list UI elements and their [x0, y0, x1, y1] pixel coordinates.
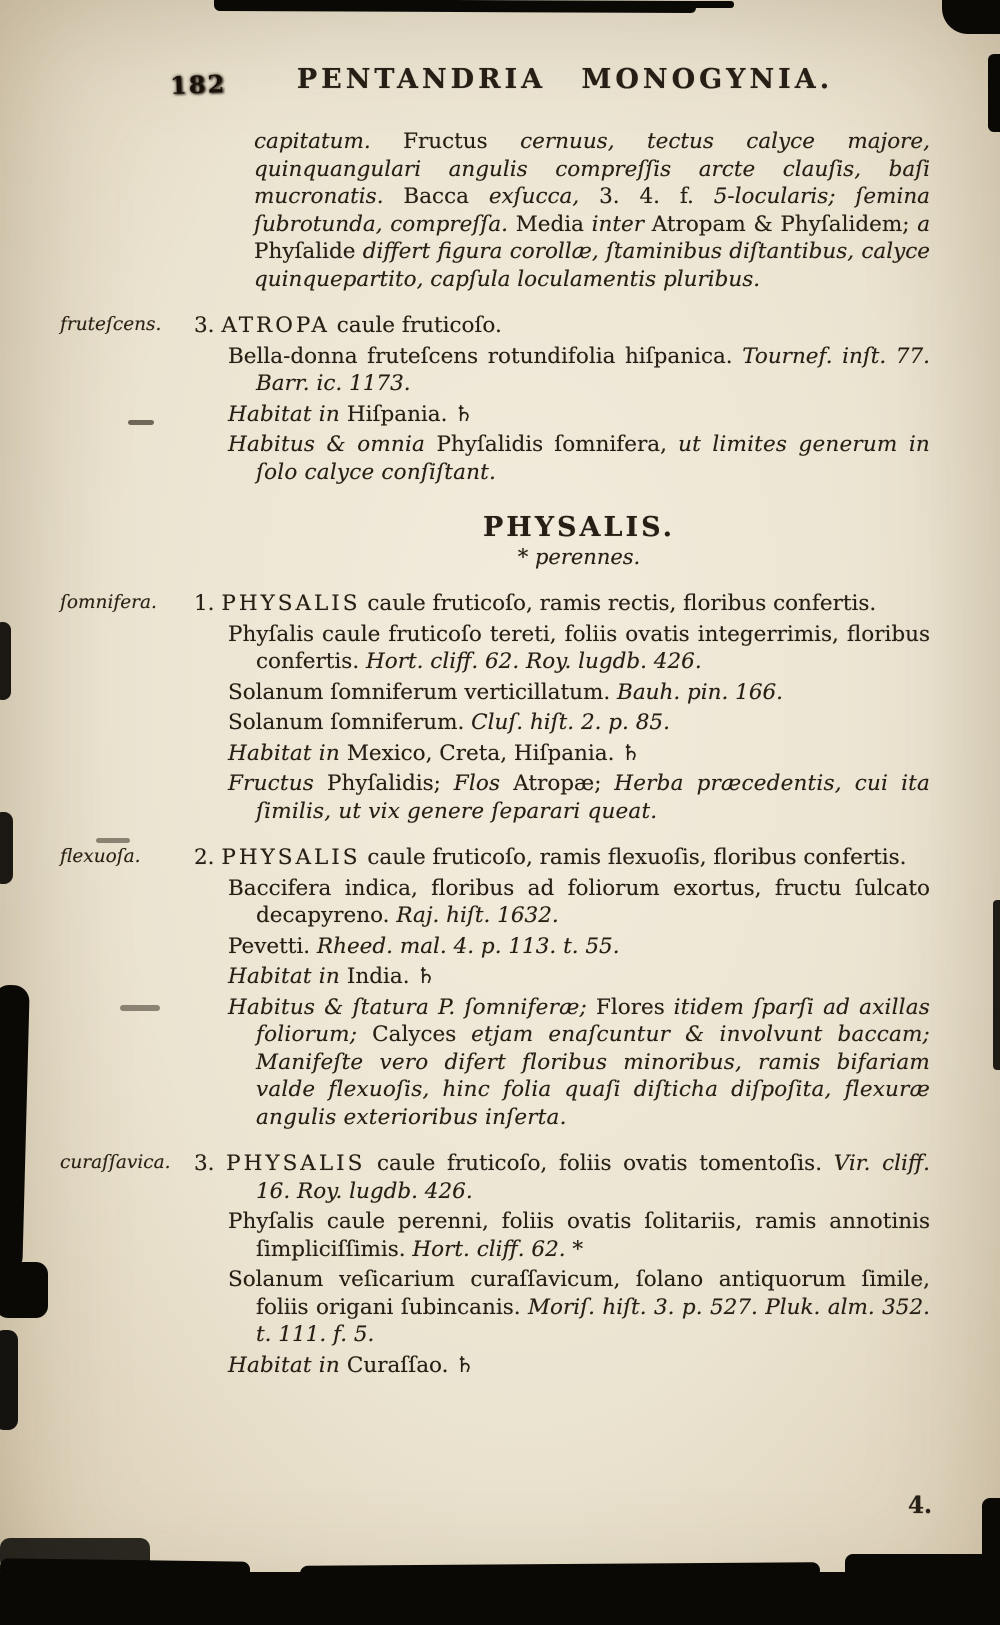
text-block-obs [228, 770, 930, 825]
species-diagnosis [194, 312, 930, 340]
text-segment: * [565, 1236, 584, 1262]
text-segment: Hort. cliff. 62. [412, 1236, 566, 1262]
text-segment: Herba præcedentis, cui ita ſimilis, ut vix genere ſeparari queat. [256, 771, 930, 824]
text-block-entry [60, 1150, 930, 1205]
text-segment: Raj. hiſt. 1632. [396, 903, 559, 928]
text-segment: Habitat in [228, 1352, 347, 1378]
synonym-line [228, 679, 930, 707]
ink-corner-top-right [942, 0, 1000, 34]
text-segment: Atropæ; [513, 771, 615, 796]
ink-blot-left-large [0, 985, 30, 1274]
section-label [228, 544, 930, 572]
ink-blot-left-2 [0, 812, 13, 884]
species-diagnosis [194, 844, 930, 872]
text-segment: 5-locularis; ſemina ſubrotunda, compreſſa. [254, 184, 930, 237]
running-head [0, 64, 1000, 104]
ink-strip-right [988, 54, 1000, 132]
text-segment: a [917, 211, 931, 237]
running-title: PENTANDRIA MONOGYNIA. [296, 64, 834, 95]
ink-blot-left-3 [0, 1262, 48, 1318]
ink-bar-top [214, 0, 696, 13]
text-segment: Solanum ſomniferum verticillatum. [228, 679, 618, 705]
text-segment: Habitat in [228, 964, 347, 989]
page-number: 182 [169, 69, 227, 100]
text-segment: 3. [194, 1151, 227, 1176]
text-segment: Phyſalis caule fruticoſo tereti, foliis ovatis integerrimis, floribus confertis. [228, 621, 930, 674]
text-segment: caule fruticoſo, ramis flexuoſis, floribus confertis. [360, 845, 907, 870]
synonym-line [228, 933, 930, 961]
genus-name: PHYSALIS [221, 845, 361, 870]
text-block-syn [228, 343, 930, 398]
text-segment: Atropam & Phyſalidem; [651, 211, 918, 237]
text-segment: Solanum ſomniferum. [228, 710, 472, 735]
scan-speck [128, 420, 154, 425]
margin-species-epithet: ſomnifera. [60, 592, 157, 613]
text-segment: capitatum. [254, 129, 404, 154]
text-segment: Vir. cliff. 16. Roy. lugdb. 426. [256, 1151, 930, 1204]
text-segment: Rheed. mal. 4. p. 113. t. 55. [316, 933, 620, 959]
text-segment: perennes. [534, 544, 641, 569]
text-block-syn [228, 1266, 930, 1349]
synonym-line [228, 709, 930, 737]
genus-name: PHYSALIS [221, 591, 361, 616]
text-segment: Curaſſao. ♄ [346, 1352, 475, 1378]
text-segment: Bauh. pin. 166. [617, 679, 784, 705]
text-block-obs [228, 431, 930, 486]
margin-species-epithet: flexuoſa. [60, 846, 141, 867]
signature-mark: 4. [908, 1492, 933, 1519]
text-segment: Bacca [403, 184, 489, 209]
text-block-hab [228, 1352, 930, 1380]
text-segment: itidem ſparſi ad axillas foliorum; [256, 994, 930, 1047]
genus-name: ATROPA [221, 313, 330, 338]
genus-name: PHYSALIS [226, 1151, 366, 1176]
text-segment: Pevetti. [228, 933, 317, 959]
text-block-syn [228, 709, 930, 737]
text-segment: cernuus, tectus calyce majore, quinquangulari angulis compreſſis arcte clauſis, baſi mucronatis. [254, 129, 930, 209]
continuation-paragraph [228, 128, 930, 293]
text-segment: caule fruticoſo, foliis ovatis tomentoſis. [365, 1151, 834, 1176]
text-segment: Habitus & ſtatura P. ſomniferæ; [228, 994, 596, 1020]
text-segment: 3. 4. f. [599, 184, 714, 209]
text-segment: caule fruticoſo. [329, 313, 502, 338]
text-segment: ut limites generum in ſolo calyce conſiſtant. [256, 432, 930, 485]
scan-speck [120, 1005, 160, 1011]
synonym-line [228, 1208, 930, 1263]
observation-paragraph [228, 994, 930, 1132]
ink-strip-bottom-right [982, 1498, 1000, 1625]
text-segment: Fructus [403, 129, 521, 154]
text-block-entry [60, 844, 930, 872]
text-block-syn [228, 679, 930, 707]
text-segment: Phyſalidis; [327, 771, 454, 796]
ink-bar-top-small [688, 1, 734, 8]
text-segment: India. ♄ [346, 964, 436, 989]
text-segment: Flos [453, 771, 514, 796]
text-segment: etjam enaſcuntur & involvunt baccam; Manifeſte vero difert floribus minoribus, ramis bifariam valde flexuoſis, hinc folia quaſi diſticha diſpoſita, flexuræ angulis exterioribus inſerta. [256, 1022, 930, 1130]
text-segment: Phyſalidis ſomnifera, [436, 432, 679, 457]
text-segment: 2. [194, 845, 222, 870]
ink-bar-bottom [0, 1572, 1000, 1625]
genus-heading [228, 514, 930, 542]
text-segment: Flores [596, 994, 674, 1020]
synonym-line [228, 343, 930, 398]
margin-species-epithet: curaſſavica. [60, 1152, 171, 1173]
text-block-section [228, 544, 930, 572]
text-segment: Bella-donna fruteſcens rotundifolia hiſpanica. [228, 343, 743, 369]
text-block-syn [228, 875, 930, 930]
species-diagnosis [194, 1150, 930, 1205]
text-block-syn [228, 933, 930, 961]
text-segment: Tournef. inſt. 77. Barr. ic. 1173. [256, 343, 930, 396]
text-block-entry [60, 312, 930, 340]
text-segment: caule fruticoſo, ramis rectis, floribus confertis. [360, 591, 877, 616]
synonym-line [228, 621, 930, 676]
text-block-hab [228, 963, 930, 991]
habitat-line [228, 963, 930, 991]
text-block-syn [228, 1208, 930, 1263]
text-segment: Habitus & omnia [228, 432, 437, 457]
text-block-cont [228, 128, 930, 293]
text-segment: Mexico, Creta, Hiſpania. ♄ [346, 740, 641, 766]
text-segment: Moriſ. hiſt. 3. p. 527. Pluk. alm. 352. t. 111. f. 5. [256, 1294, 930, 1347]
text-segment: Hiſpania. ♄ [346, 401, 474, 427]
species-diagnosis [194, 590, 930, 618]
text-segment: differt figura corollæ, ſtaminibus diſtantibus, calyce quinquepartito, capſula loculamentis pluribus. [254, 239, 930, 292]
text-block-genus [228, 514, 930, 542]
ink-blot-left-4 [0, 1330, 18, 1430]
synonym-line [228, 1266, 930, 1349]
habitat-line [228, 740, 930, 768]
text-block-hab [228, 401, 930, 429]
text-segment: 3. [194, 313, 222, 338]
text-segment: Hort. cliff. 62. Roy. lugdb. 426. [366, 649, 702, 674]
text-segment: Solanum veſicarium curaſſavicum, ſolano antiquorum ſimile, foliis origani ſubincanis. [228, 1267, 930, 1320]
synonym-line [228, 875, 930, 930]
genus-name: PHYSALIS. [482, 512, 676, 543]
observation-paragraph [228, 770, 930, 825]
text-segment: Cluſ. hiſt. 2. p. 85. [471, 710, 670, 735]
text-block-syn [228, 621, 930, 676]
text-segment: Phyſalis caule perenni, foliis ovatis ſolitariis, ramis annotinis ſimpliciſſimis. [228, 1209, 930, 1262]
text-segment: * [517, 544, 535, 569]
text-segment: Habitat in [228, 740, 347, 766]
ink-strip-right-thin [993, 900, 1000, 1070]
ink-blot-left-1 [0, 622, 11, 700]
text-segment: exſucca, [488, 184, 600, 209]
habitat-line [228, 401, 930, 429]
text-segment: Fructus [228, 771, 327, 796]
text-segment: Calyces [372, 1022, 472, 1047]
text-segment: inter [591, 211, 652, 237]
text-segment: Baccifera indica, floribus ad foliorum exortus, fructu ſulcato decapyreno. [228, 875, 930, 928]
text-block-hab [228, 740, 930, 768]
scan-speck [96, 838, 130, 843]
text-segment: Media [515, 211, 592, 237]
text-column [60, 128, 931, 1382]
text-block-obs [228, 994, 930, 1132]
text-segment: 1. [194, 591, 222, 616]
text-block-entry [60, 590, 930, 618]
text-segment: Habitat in [228, 401, 347, 427]
observation-paragraph [228, 431, 930, 486]
text-segment: Phyſalide [254, 239, 363, 264]
margin-species-epithet: fruteſcens. [60, 314, 162, 335]
habitat-line [228, 1352, 930, 1380]
